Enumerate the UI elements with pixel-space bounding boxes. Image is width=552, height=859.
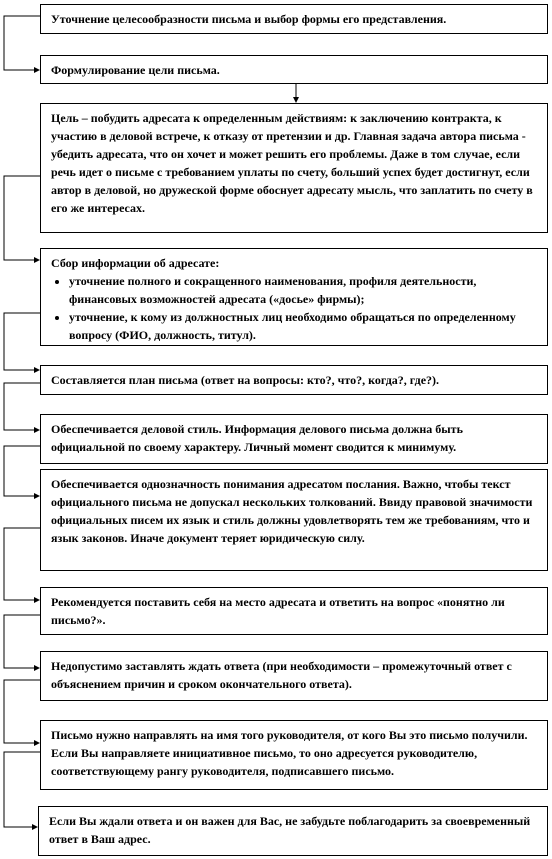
step-title: Сбор информации об адресате:: [51, 256, 220, 270]
connector-9-10: [4, 680, 40, 743]
step-business-style: [40, 414, 548, 464]
step-text: Если Вы ждали ответа и он важен для Вас, не забудьте поблагодарить за своевременный ответ в Ваш адрес.: [49, 814, 531, 846]
step-text: Недопустимо заставлять ждать ответа (при необходимости – промежуточный ответ с объяснением причин и сроком окончательного ответа).: [51, 659, 512, 691]
step-goal-description: [40, 103, 548, 233]
step-text: Рекомендуется поставить себя на место адресата и ответить на вопрос «понятно ли письмо?».: [51, 595, 505, 627]
connector-6-7: [4, 446, 40, 496]
connector-1-2: [4, 16, 40, 70]
connector-5-6: [4, 383, 40, 430]
step-addressee: [40, 720, 548, 790]
info-list-item: • уточнение, к кому из должностных лиц необходимо обращаться по определенному вопросу (ФИО, должность, титул).: [69, 308, 537, 344]
info-list-item: • уточнение полного и сокращенного наименования, профиля деятельности, финансовых возможностей адресата («досье» фирмы);: [69, 272, 537, 308]
step-text: Обеспечивается однозначность понимания адресатом послания. Важно, чтобы текст официального письма не допускал нескольких толкований. Ввиду правовой значимости официальных писем их язык и стиль должны удовлетворять тем же требованиям, что и язык законов. Иначе документ теряет юридическую силу.: [51, 477, 533, 545]
step-plan: [40, 365, 548, 395]
connector-3-4: [4, 176, 40, 260]
connector-8-9: [4, 615, 40, 668]
connector-7-8: [4, 528, 40, 600]
step-text: Составляется план письма (ответ на вопросы: кто?, что?, когда?, где?).: [51, 373, 440, 387]
step-text: Формулирование цели письма.: [51, 63, 220, 77]
step-text: Уточнение целесообразности письма и выбор формы его представления.: [51, 12, 447, 26]
step-text: Обеспечивается деловой стиль. Информация делового письма должна быть официальной по своему характеру. Личный момент сводится к минимуму.: [51, 422, 463, 454]
step-put-yourself-in-place: [40, 587, 548, 635]
step-text: Цель – побудить адресата к определенным действиям: к заключению контракта, к участию в деловой встрече, к отказу от претензии и др. Главная задача автора письма - убедить адресата, что он хочет и может решить его проблемы. Даже в том случае, если речь идет о письме с требованием уплаты по счету, больший успех будет достигнут, если автор в деловой, но дружеской форме обоснует адресату мысль, что заплатить по счету в его же интересах.: [51, 111, 533, 215]
info-list: [51, 272, 537, 344]
step-say-thanks: [38, 806, 548, 856]
connector-10-11: [4, 752, 40, 827]
step-text: Письмо нужно направлять на имя того руководителя, от кого Вы это письмо получили. Если Вы направляете инициативное письмо, то оно адресуется руководителю, соответствующему рангу руководителя, подписавшего письмо.: [51, 728, 528, 778]
connector-4-5: [4, 313, 40, 370]
step-formulate-goal: [40, 55, 548, 84]
step-collect-info: [40, 248, 548, 346]
step-clarify-purpose: [40, 4, 548, 34]
step-do-not-delay: [40, 651, 548, 701]
step-unambiguous: [40, 469, 548, 571]
